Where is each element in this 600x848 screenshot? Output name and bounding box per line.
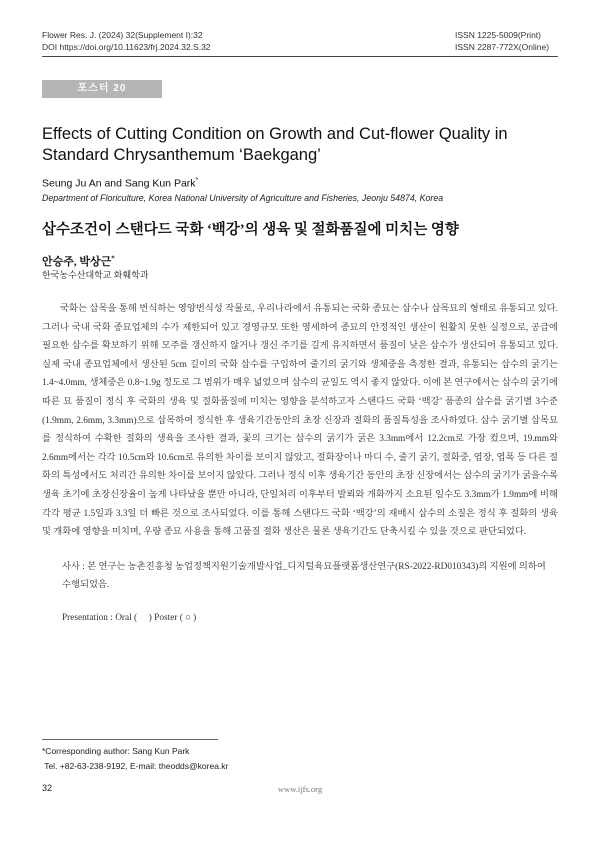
abstract-body: 국화는 삽목을 통해 번식하는 영양번식성 작물로, 우리나라에서 유통되는 국화 종묘는 삽수나 삽목묘의 형태로 유통되고 있다. 그러나 국내 국화 종묘업체의 수가 제한되어 있고 경영규모 또한 영세하여 종묘의 안정적인 생산이 원활치 못한 실정으로, 공급에 필요한 삽수를 확보하기 위해 모주를 갱신하지 않거나 갱신 주기를 길게 유지하면서 품질이 낮은 삽수가 생산되어 유통되고 있다. 실제 국내 종묘업체에서 생산된 5cm 길이의 국화 삽수를 구입하여 줄기의 굵기와 생체중을 측정한 결과, 유통되는 삽수의 굵기는 1.4~4.0mm, 생체중은 0.8~1.9g 정도로 그 범위가 매우 넓었으며 삽수의 균일도 역시 좋지 않았다. 이에 본 연구에서는 삽수의 굵기에 따른 묘 품질이 정식 후 국화의 생육 및 절화품질에 미치는 영향을 분석하고자 스탠다드 국화 ‘백강’ 품종의 삽수를 굵기별 3수준(1.9mm, 2.6mm, 3.3mm)으로 삽목하여 정식한 후 생육기간동안의 초장 신장과 절화의 품질특성을 조사하였다. 삽수 굵기별 삽목묘를 정식하여 수확한 절화의 생육을 조사한 결과, 꽃의 크기는 삽수의 굵기가 굵은 3.3mm에서 12.2cm로 가장 컸으며, 19.mm와 2.6mm에서는 각각 10.5cm와 10.6cm로 유의한 차이를 보이지 않았고, 절화장이나 마디 수, 줄기 굵기, 절화중, 엽장, 엽폭 등 다른 절화의 특성에서도 처리간 유의한 차이를 보이지 않았다. 그러나 정식 이후 생육기간 동안의 초장 신장에서는 삽수의 굵기가 굵을수록 생육 초기에 초장신장율이 높게 나타났을 뿐만 아니라, 단일처리 이후부터 발뢰와 개화까지 소요된 일수도 3.3mm가 1.9mm에 비해 각각 평균 1.5일과 3.3일 더 빠른 것으로 조사되었다. 이를 통해 스탠다드 국화 ‘백강’의 재배시 삽수의 소질은 정식 후 절화의 생육 및 개화에 영향을 미치며, 우량 종묘 사용을 통해 고품질 절화 생산은 물론 생육기간도 단축시킬 수 있을 것으로 판단되었다. [42,304,558,538]
journal-citation [42,29,211,53]
affiliation: Department of Floriculture, Korea National University of Agriculture and Fisheries, Jeonju 54874, Korea [42,193,444,203]
contact-info[interactable]: Tel. +82-63-238-9192, E-mail: theodds@korea.kr [42,761,229,771]
poster-banner: 포스터 20 [42,80,162,98]
article-title: Effects of Cutting Condition on Growth and Cut-flower Quality in Standard Chrysanthemum ‘Baekgang’ [42,125,508,164]
korean-title: 삽수조건이 스탠다드 국화 ‘백강’의 생육 및 절화품질에 미치는 영향 [42,222,459,238]
corresponding-author: *Corresponding author: Sang Kun Park [42,746,190,756]
issn-print: ISSN 1225-5009(Print) [455,30,541,40]
page-number: 32 [42,783,53,793]
korean-author-mark: * [111,254,115,263]
author-names: Seung Ju An and Sang Kun Park [42,177,196,190]
doi-line[interactable]: DOI https://doi.org/10.11623/frj.2024.32.S.32 [42,42,211,52]
author-line [42,177,198,190]
issn-block [455,29,549,53]
presentation-type: Presentation : Oral ( ) Poster ( ○ ) [62,613,197,623]
website-link[interactable]: www.ijfs.org [277,784,323,794]
footnote-rule [42,739,218,740]
korean-author-names: 안승주, 박상근 [42,256,112,268]
header-rule [42,56,558,57]
korean-affiliation: 한국농수산대학교 화훼학과 [42,270,149,280]
acknowledgment: 사사 : 본 연구는 농촌진흥청 농업정책지원기술개발사업_디지털육묘플랫폼생산연구(RS-2022-RD010343)의 지원에 의하여 수행되었음. [62,562,546,590]
footnote [42,744,228,774]
author-mark: * [195,177,199,184]
korean-author-line [42,253,115,269]
journal-line: Flower Res. J. (2024) 32(Supplement I):32 [42,30,203,40]
issn-online: ISSN 2287-772X(Online) [455,42,550,52]
